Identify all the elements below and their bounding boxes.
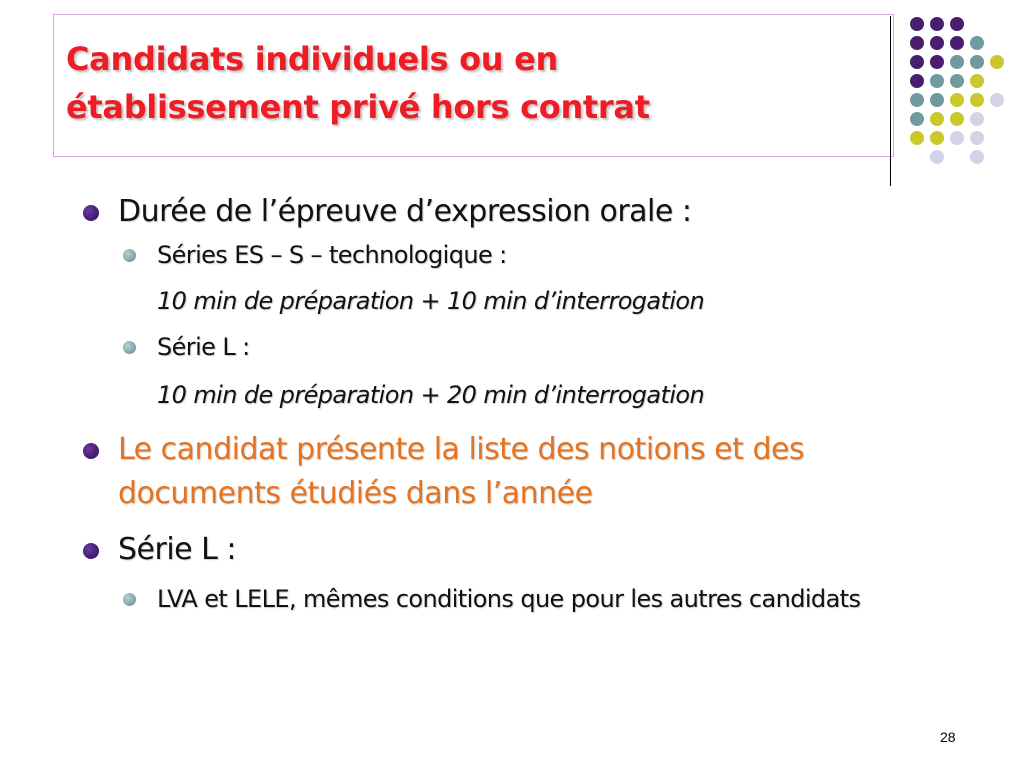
teal-bullet-icon [123,593,136,606]
dot-purple [930,55,944,69]
dot-purple [910,17,924,31]
dot-lavender [970,131,984,145]
dot-teal [950,74,964,88]
dot-yellow [930,112,944,126]
sub-bullet-lva-lele [80,582,960,616]
bullet-text: Durée de l’épreuve d’expression orale : [118,194,692,229]
dot-teal [970,36,984,50]
divider-line [890,16,891,186]
slide-content [80,190,960,616]
dot-yellow [970,74,984,88]
dot-lavender [970,112,984,126]
dot-lavender [970,150,984,164]
purple-bullet-icon [83,543,99,559]
teal-bullet-icon [123,249,136,262]
title-box [53,14,894,157]
dot-purple [950,36,964,50]
dot-purple [910,74,924,88]
dot-lavender [950,131,964,145]
bullet-item-serie-l [80,528,960,572]
dot-teal [930,93,944,107]
dot-teal [930,74,944,88]
sub-bullet-continuation: 10 min de préparation + 20 min d’interrogation [157,381,705,409]
sub-bullet-text: Série L : [157,333,250,361]
purple-bullet-icon [83,205,99,221]
dot-purple [930,17,944,31]
bullet-text: Série L : [118,532,237,567]
dot-yellow [910,131,924,145]
slide-title [66,35,650,131]
dot-grid-decoration [900,10,1020,170]
dot-yellow [990,55,1004,69]
sub-bullet-text: LVA et LELE, mêmes conditions que pour les autres candidats [157,585,861,613]
bullet-item-candidate-list [80,428,960,516]
sub-bullet-continuation: 10 min de préparation + 10 min d’interrogation [157,287,705,315]
sub-bullet-es-s [80,238,960,272]
dot-lavender [930,150,944,164]
dot-purple [910,55,924,69]
sub-bullet-text: Séries ES – S – technologique : [157,241,507,269]
title-line-2: établissement privé hors contrat [66,88,650,126]
dot-yellow [950,93,964,107]
purple-bullet-icon [83,443,99,459]
dot-yellow [930,131,944,145]
dot-teal [970,55,984,69]
page-number: 28 [940,729,956,745]
dot-teal [950,55,964,69]
dot-purple [950,17,964,31]
dot-yellow [950,112,964,126]
dot-teal [910,112,924,126]
bullet-item-duration [80,190,960,234]
dot-purple [910,36,924,50]
teal-bullet-icon [123,341,136,354]
bullet-text-highlight: Le candidat présente la liste des notions et des documents étudiés dans l’année [118,432,805,511]
dot-yellow [970,93,984,107]
sub-bullet-serie-l [80,330,960,364]
dot-teal [910,93,924,107]
dot-purple [930,36,944,50]
title-line-1: Candidats individuels ou en [66,40,559,78]
dot-lavender [990,93,1004,107]
